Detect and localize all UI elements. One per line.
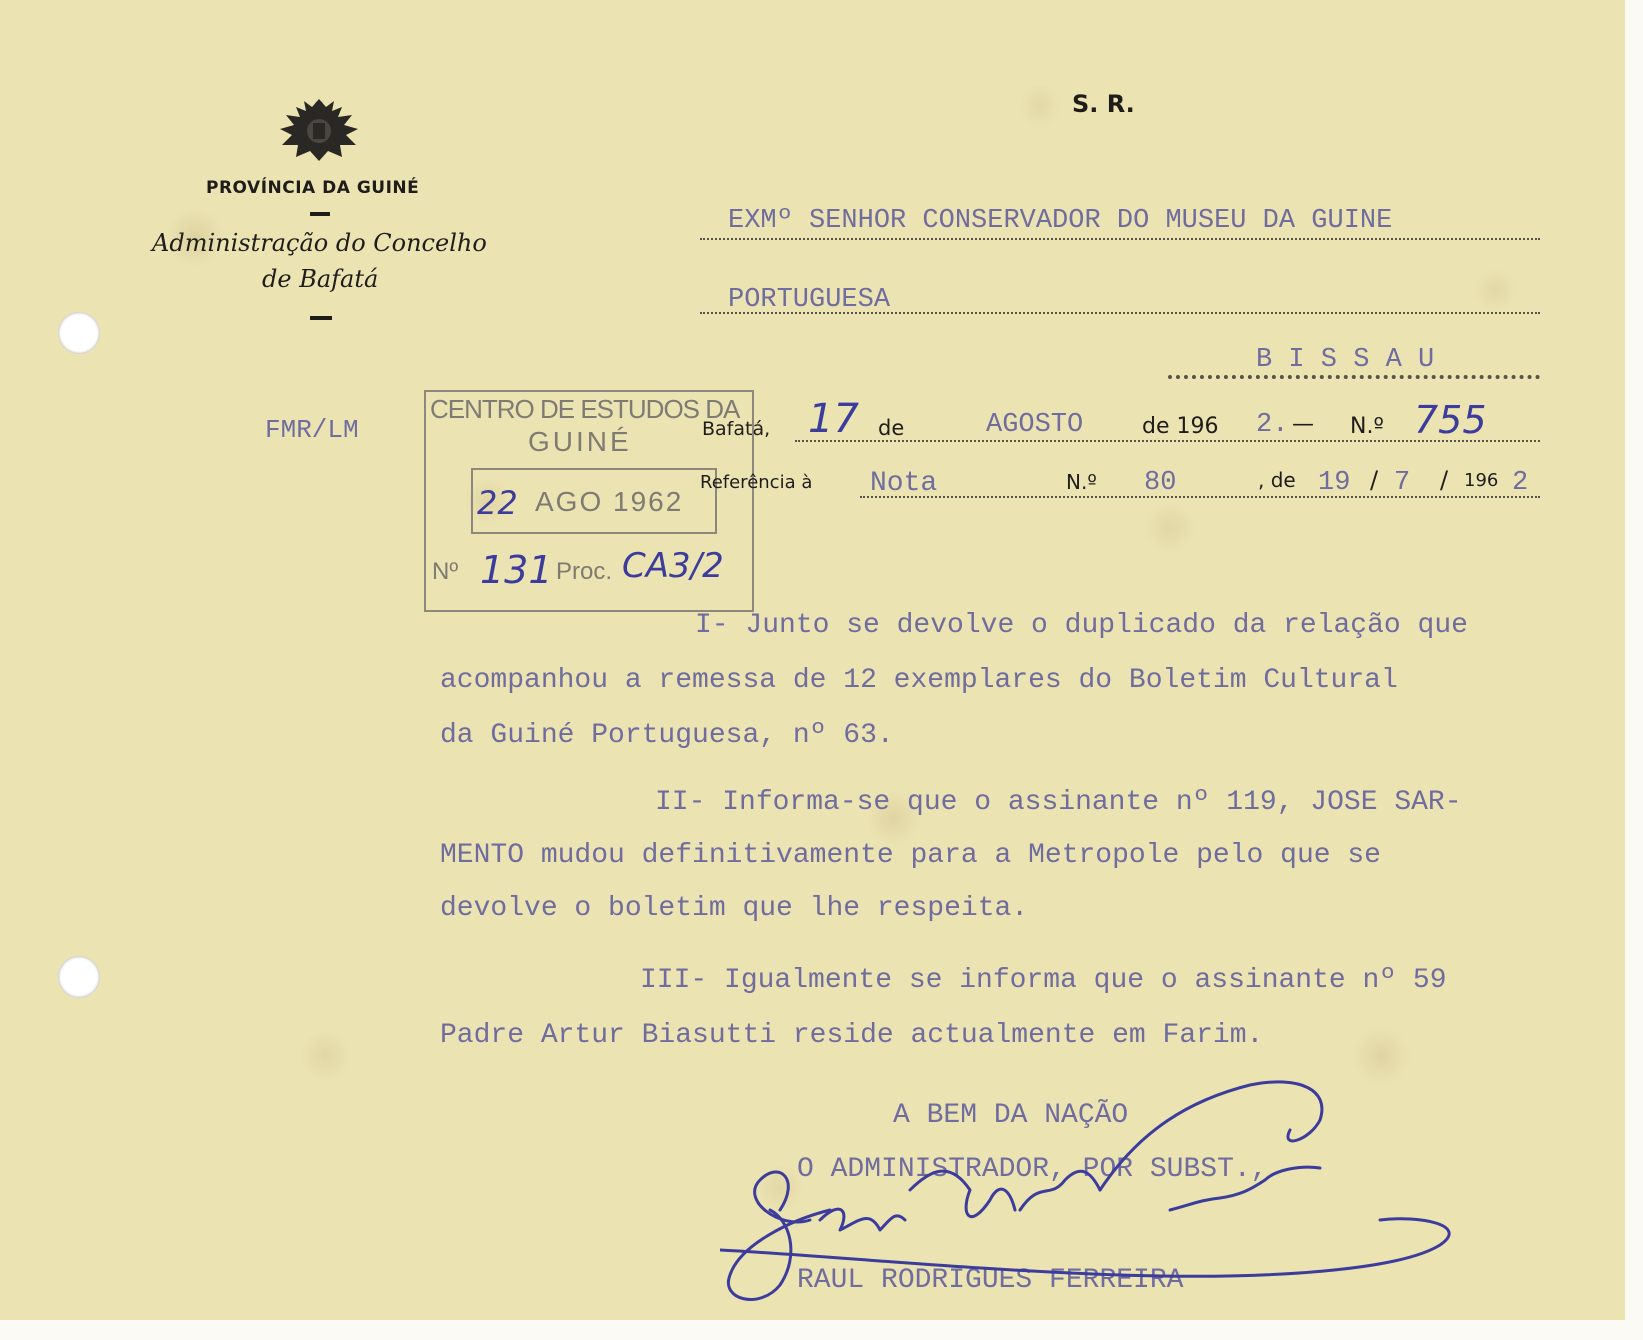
date-de-label: de [878,416,905,440]
addressee-city: B I S S A U [1256,345,1435,375]
paragraph-3-line1: III- Igualmente se informa que o assinante nº 59 [640,965,1447,996]
stamp-date: AGO 1962 [535,486,684,517]
closing-motto: A BEM DA NAÇÃO [893,1100,1129,1131]
dotted-line [1168,375,1540,379]
divider [310,212,330,216]
document-number: 755 [1414,398,1487,442]
paragraph-2-line2: MENTO mudou definitivamente para a Metropole pelo que se [440,840,1381,871]
dotted-line [860,496,1540,498]
reference-number: 80 [1144,468,1177,498]
reference-year-digit: 2 [1512,468,1529,498]
place-label: Bafatá, [702,418,771,440]
addressee-line1: EXMº SENHOR CONSERVADOR DO MUSEU DA GUINE [728,206,1393,236]
stamp-proc-label: Proc. [556,558,613,585]
reference-number-label: N.º [1066,470,1097,494]
reference-code: FMR/LM [265,415,359,445]
punch-hole-top [58,312,100,354]
addressee-line2: PORTUGUESA [728,285,891,315]
reference-sep: / [1440,466,1449,494]
stamp-date-box [471,468,717,534]
confidentiality-mark: S. R. [1072,90,1135,118]
stamp-date-day: 22 [477,484,518,522]
reference-sep: / [1370,466,1379,494]
signatory-name: RAUL RODRIGUES FERREIRA [797,1265,1184,1296]
reference-month: 7 [1394,468,1411,498]
stamp-number-label: Nº [432,558,459,585]
signatory-role: O ADMINISTRADOR, POR SUBST., [797,1154,1268,1185]
date-day: 17 [808,396,859,442]
dotted-line [700,238,1540,240]
dotted-line [795,440,1540,442]
paragraph-2-line3: devolve o boletim que lhe respeita. [440,893,1029,924]
date-year-digit: 2. [1256,410,1289,440]
admin-title-line2: de Bafatá [262,265,379,293]
reference-day: 19 [1318,468,1351,498]
stamp-number-value: 131 [480,548,553,592]
punch-hole-bottom [58,956,100,998]
admin-title-line1: Administração do Concelho [152,229,487,257]
document-number-label: N.º [1350,414,1384,439]
reference-label: Referência à [700,472,813,493]
date-year-prefix: de 196 [1142,414,1219,439]
reference-year-prefix: 196 [1464,470,1499,491]
province-title: PROVÍNCIA DA GUINÉ [206,178,420,198]
date-dash: — [1292,412,1314,437]
reference-date-label: , de [1258,468,1296,492]
coat-of-arms-icon [272,95,366,163]
reference-type: Nota [870,468,938,499]
stamp-title-line2: GUINÉ [528,426,632,457]
dotted-line [700,312,1540,314]
stamp-title-line1: CENTRO DE ESTUDOS DA [430,394,740,424]
date-month: AGOSTO [986,410,1084,440]
signature-icon [720,1070,1520,1310]
paragraph-3-line2: Padre Artur Biasutti reside actualmente em Farim. [440,1020,1264,1051]
paragraph-1-line2: acompanhou a remessa de 12 exemplares do Boletim Cultural [440,665,1398,696]
divider [310,316,332,320]
paragraph-1-line1: I- Junto se devolve o duplicado da relação que [695,610,1468,641]
stamp-proc-value: CA3/2 [622,546,724,586]
paragraph-2-line1: II- Informa-se que o assinante nº 119, JOSE SAR- [655,787,1462,818]
paragraph-1-line3: da Guiné Portuguesa, nº 63. [440,720,894,751]
